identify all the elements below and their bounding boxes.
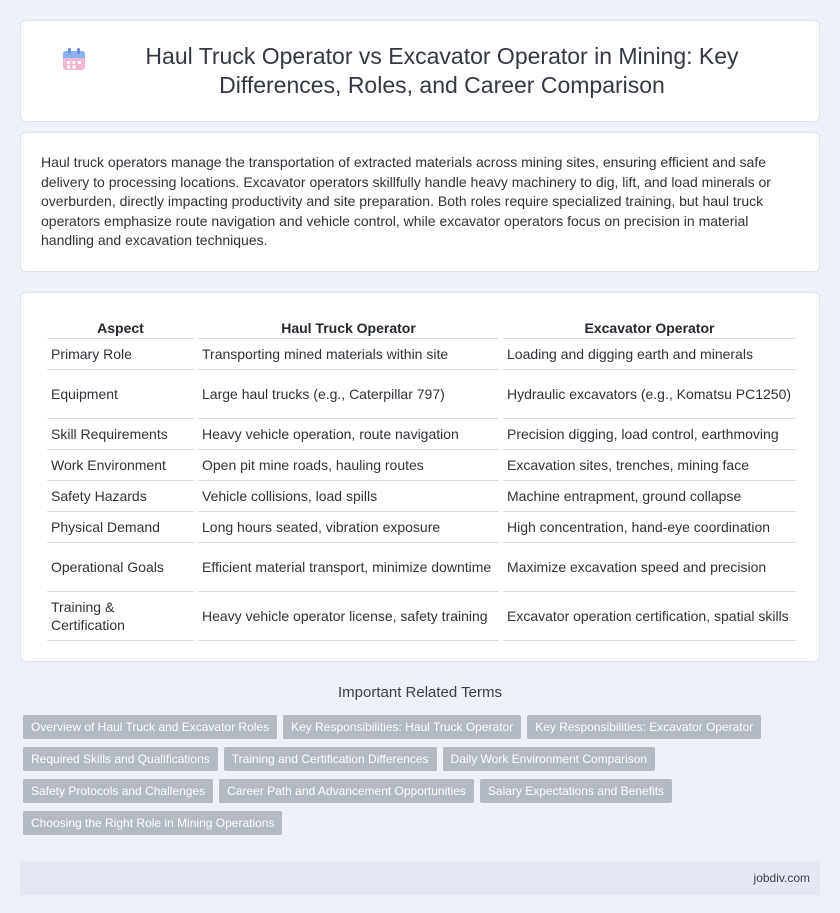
table-cell-excavator: Precision digging, load control, earthmoving [503, 419, 796, 450]
table-cell-haul-truck: Open pit mine roads, hauling routes [198, 450, 499, 481]
table-cell-excavator: Excavation sites, trenches, mining face [503, 450, 796, 481]
table-row [47, 339, 796, 370]
related-term-tag[interactable]: Required Skills and Qualifications [23, 747, 218, 771]
table-row [47, 370, 796, 419]
column-header-aspect: Aspect [47, 311, 194, 339]
related-term-tag[interactable]: Training and Certification Differences [224, 747, 437, 771]
table-cell-haul-truck: Efficient material transport, minimize downtime [198, 543, 499, 592]
table-cell-haul-truck: Transporting mined materials within site [198, 339, 499, 370]
related-term-tag[interactable]: Choosing the Right Role in Mining Operations [23, 811, 282, 835]
table-cell-excavator: Machine entrapment, ground collapse [503, 481, 796, 512]
title-card [20, 20, 820, 122]
table-row [47, 419, 796, 450]
table-cell-excavator: Loading and digging earth and minerals [503, 339, 796, 370]
related-term-tag[interactable]: Salary Expectations and Benefits [480, 779, 672, 803]
table-row [47, 512, 796, 543]
table-cell-aspect: Primary Role [47, 339, 194, 370]
table-cell-excavator: Maximize excavation speed and precision [503, 543, 796, 592]
intro-card [20, 132, 820, 272]
table-cell-excavator: Hydraulic excavators (e.g., Komatsu PC1250) [503, 370, 796, 419]
table-header-row [47, 311, 796, 339]
table-cell-haul-truck: Heavy vehicle operation, route navigation [198, 419, 499, 450]
related-term-tag[interactable]: Daily Work Environment Comparison [443, 747, 656, 771]
table-cell-haul-truck: Heavy vehicle operator license, safety training [198, 592, 499, 641]
related-terms-list [23, 715, 820, 843]
table-cell-excavator: High concentration, hand-eye coordination [503, 512, 796, 543]
related-term-tag[interactable]: Safety Protocols and Challenges [23, 779, 213, 803]
table-cell-aspect: Safety Hazards [47, 481, 194, 512]
related-term-tag[interactable]: Key Responsibilities: Haul Truck Operator [283, 715, 521, 739]
table-row [47, 592, 796, 641]
intro-paragraph: Haul truck operators manage the transportation of extracted materials across mining sites, ensuring efficient and safe delivery to processing locations. Excavator operators skillfully handle heavy machinery to dig, lift, and load minerals or overburden, directly impacting productivity and site preparation. Both roles require specialized training, but haul truck operators emphasize route navigation and vehicle control, while excavator operators focus on precision in material handling and excavation techniques. [41, 154, 771, 249]
column-header-excavator: Excavator Operator [503, 311, 796, 339]
related-term-tag[interactable]: Career Path and Advancement Opportunities [219, 779, 474, 803]
table-cell-haul-truck: Long hours seated, vibration exposure [198, 512, 499, 543]
footer-site-link[interactable]: jobdiv.com [753, 871, 810, 885]
table-row [47, 543, 796, 592]
table-cell-aspect: Physical Demand [47, 512, 194, 543]
calendar-icon [61, 46, 87, 72]
related-term-tag[interactable]: Key Responsibilities: Excavator Operator [527, 715, 761, 739]
table-cell-aspect: Equipment [47, 370, 194, 419]
table-cell-excavator: Excavator operation certification, spatial skills [503, 592, 796, 641]
title-row [61, 42, 779, 100]
table-cell-haul-truck: Large haul trucks (e.g., Caterpillar 797) [198, 370, 499, 419]
table-cell-aspect: Skill Requirements [47, 419, 194, 450]
table-cell-aspect: Operational Goals [47, 543, 194, 592]
table-cell-aspect: Work Environment [47, 450, 194, 481]
table-cell-aspect: Training & Certification [47, 592, 194, 641]
table-row [47, 450, 796, 481]
related-terms-heading: Important Related Terms [338, 684, 502, 701]
column-header-haul-truck: Haul Truck Operator [198, 311, 499, 339]
related-term-tag[interactable]: Overview of Haul Truck and Excavator Roles [23, 715, 277, 739]
table-row [47, 481, 796, 512]
table-cell-haul-truck: Vehicle collisions, load spills [198, 481, 499, 512]
page-title: Haul Truck Operator vs Excavator Operator in Mining: Key Differences, Roles, and Career Comparison [145, 43, 739, 98]
comparison-card [20, 292, 820, 662]
comparison-table [43, 311, 800, 641]
footer-bar [20, 861, 820, 895]
